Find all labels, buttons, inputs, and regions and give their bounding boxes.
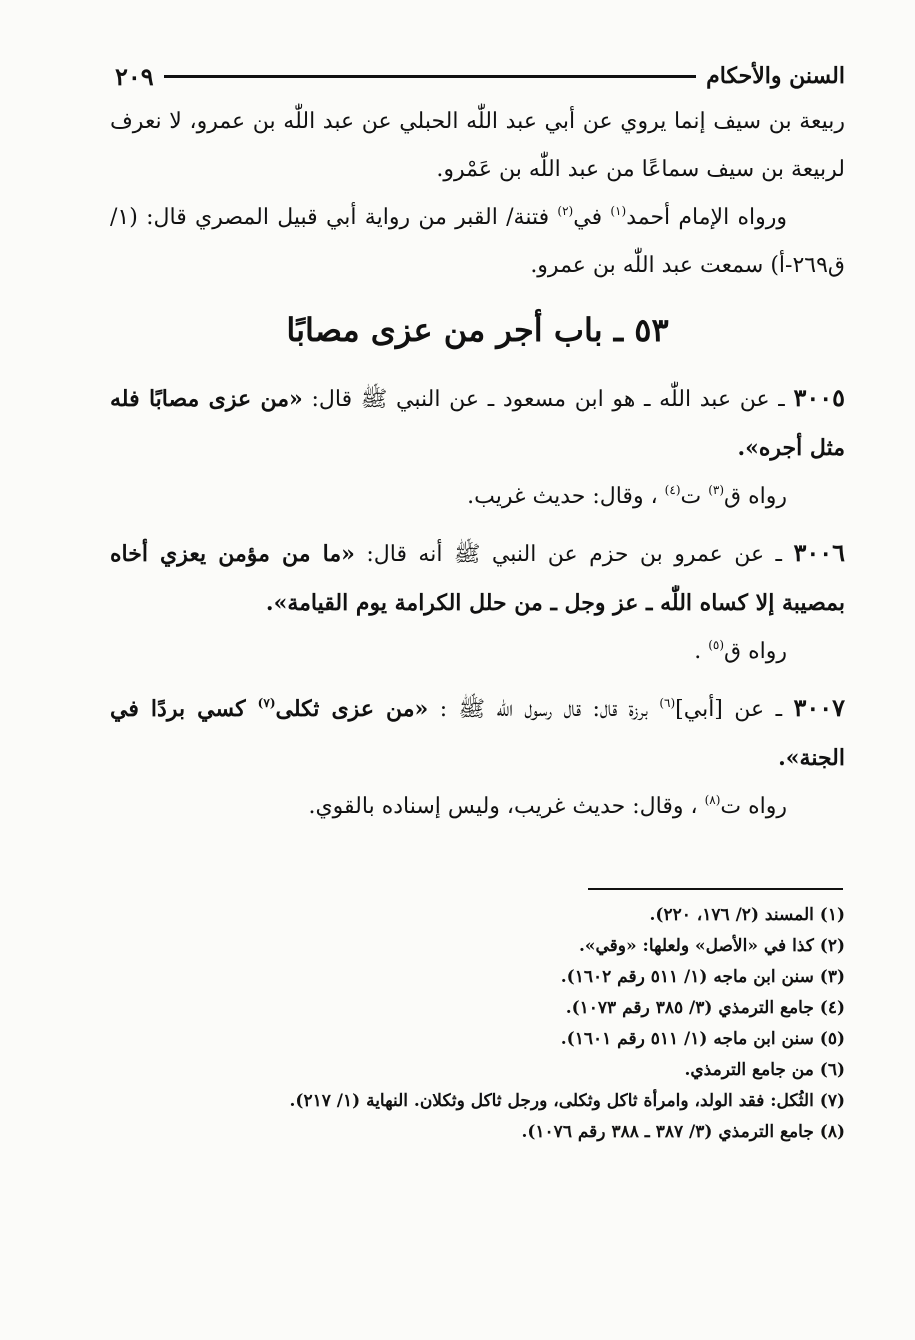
intro-paragraph-1: ربيعة بن سيف إنما يروي عن أبي عبد اللّٰه الحبلي عن عبد اللّٰه بن عمرو، لا نعرف لربيعة بن سيف سماعًا من عبد اللّٰه بن عَمْرو. [110,109,845,182]
hadith-3005-narration: رواه ق$^{(٣)}$ ت$^{(٤)}$ ، وقال: حديث غريب. [467,483,787,509]
footnote-2: (٢) كذا في «الأصل» ولعلها: «وقي». [578,936,845,956]
intro-paragraph-2: ورواه الإمام أحمد$^{(١)}$ في$^{(٢)}$ فتنة/ القبر من رواية أبي قبيل المصري قال: (١/ق٢٦٩-أ) سمعت عبد اللّٰه بن عمرو. [110,204,845,278]
hadith-text: «من عزى ثكلى$^{(٧)}$ كسي بردًا في الجنة». [110,696,845,771]
hadith-3006: ٣٠٠٦ ـ عن عمرو بن حزم عن النبي ﷺ أنه قال: «ما من مؤمن يعزي أخاه بمصيبة إلا كساه اللّٰه ـ عز وجل ـ من حلل الكرامة يوم القيامة». [110,538,846,616]
chapter-heading: ٥٣ ـ باب أجر من عزى مصابًا [286,311,669,349]
footnote-ref: (٨) [704,793,721,807]
footnote-1: (١) المسند (٢/ ١٧٦، ٢٢٠). [649,905,845,925]
footnote-3: (٣) سنن ابن ماجه (١/ ٥١١ رقم ١٦٠٢). [560,967,845,987]
footnote-ref: (١) [610,204,627,218]
hadith-3007-narration: رواه ت$^{(٨)}$ ، وقال: حديث غريب، وليس إسناده بالقوي. [308,793,787,819]
main-text [110,98,845,831]
header-rule [164,75,696,78]
footnote-4: (٤) جامع الترمذي (٣/ ٣٨٥ رقم ١٠٧٣). [565,998,845,1018]
footnote-ref: (٣) [708,483,725,497]
hadith-text: «من عزى مصابًا فله مثل أجره». [110,386,845,461]
footnote-ref: (٦) [659,696,676,710]
hadith-number: ٣٠٠٥ [793,383,846,412]
running-title: السنن والأحكام [706,63,845,89]
footnote-ref: (٢) [557,204,574,218]
hadith-text: «ما من مؤمن يعزي أخاه بمصيبة إلا كساه اللّٰه ـ عز وجل ـ من حلل الكرامة يوم القيامة». [110,541,845,616]
footnote-6: (٦) من جامع الترمذي. [684,1060,845,1080]
hadith-3007: ٣٠٠٧ ـ عن [أبي]$^{(٦)}$ برزة قال: قال رسول اللّٰه ﷺ : «من عزى ثكلى$^{(٧)}$ كسي بردًا في الجنة». [110,693,845,771]
hadith-3005: ٣٠٠٥ ـ عن عبد اللّٰه ـ هو ابن مسعود ـ عن النبي ﷺ قال: «من عزى مصابًا فله مثل أجره». [110,383,846,461]
footnotes [110,900,845,1148]
hadith-3006-narration: رواه ق$^{(٥)}$ . [694,638,787,664]
hadith-number: ٣٠٠٧ [793,693,845,722]
footnote-ref: (٥) [708,638,725,652]
footnote-5: (٥) سنن ابن ماجه (١/ ٥١١ رقم ١٦٠١). [560,1029,845,1049]
footnote-ref: (٤) [664,483,681,497]
page-header [115,56,845,96]
footnote-8: (٨) جامع الترمذي (٣/ ٣٨٧ ـ ٣٨٨ رقم ١٠٧٦). [521,1122,845,1142]
page-number: ٢٠٩ [115,61,154,91]
footnote-separator [588,888,843,890]
footnote-ref: (٧) [257,696,276,710]
hadith-number: ٣٠٠٦ [793,538,846,567]
footnote-7: (٧) الثُكل: فقد الولد، وامرأة ثاكل وثكلى، ورجل ثاكل وثكلان. النهاية (١/ ٢١٧). [289,1091,845,1111]
